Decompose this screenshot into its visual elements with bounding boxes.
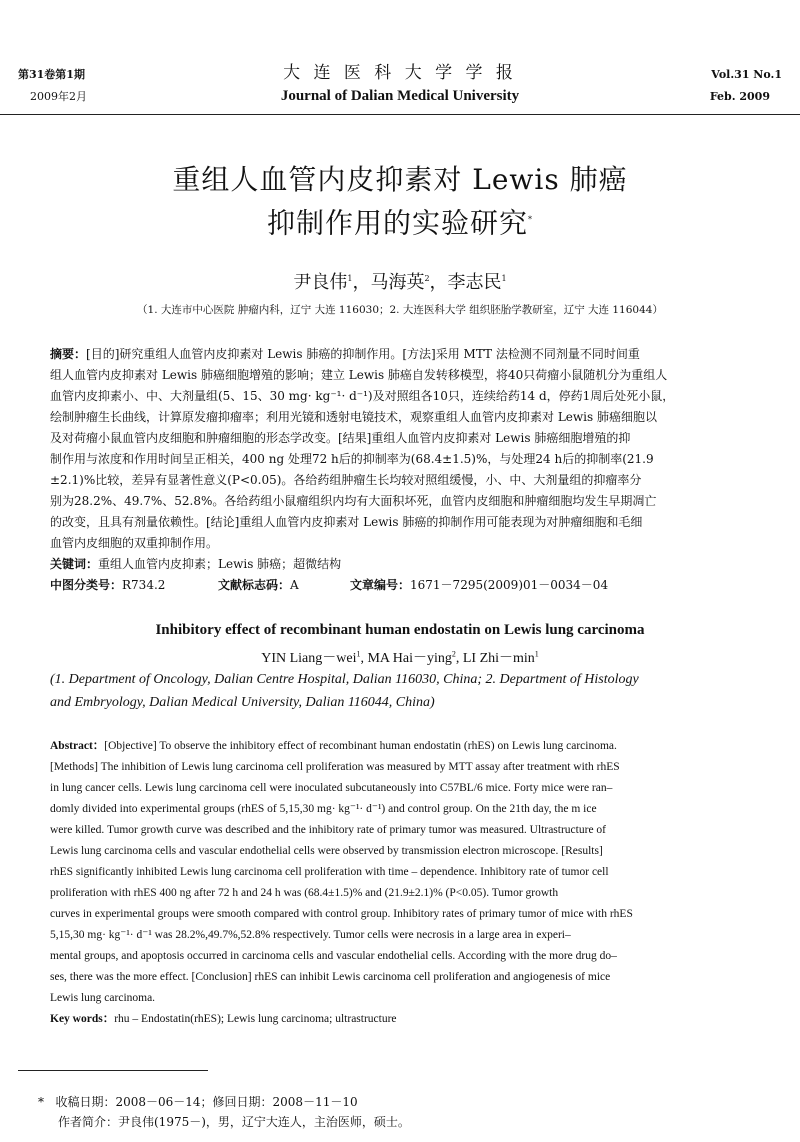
abstract-en-line: domly divided into experimental groups (rhES of 5,15,30 mg· kg⁻¹· d⁻¹) and control group. On the 21th day, the m ice (50, 803, 597, 815)
author-en: YIN Liang－wei (261, 651, 357, 666)
keywords-en-label: Key words： (50, 1013, 115, 1025)
footnote-mark: * (38, 1095, 44, 1109)
abstract-en-line: were killed. Tumor growth curve was described and the inhibitory rate of primary tumor was measured. Ultrastructure of (50, 824, 606, 836)
author-en: LI Zhi－min (462, 651, 535, 666)
title-footnote-mark: * (528, 215, 533, 224)
keywords-en: rhu – Endostatin(rhES); Lewis lung carcinoma; ultrastructure (114, 1013, 397, 1025)
footnote (38, 1092, 410, 1132)
abstract-zh-line: 及对荷瘤小鼠血管内皮细胞和肿瘤细胞的形态学改变。[结果]重组人血管内皮抑素对 Lewis 肺癌细胞增殖的抑 (50, 431, 631, 445)
title-zh-line1: 重组人血管内皮抑素对 Lewis 肺癌 (172, 163, 628, 196)
date-en: Feb. 2009 (709, 90, 770, 103)
date-zh: 2009年2月 (30, 90, 87, 103)
footnote-author-bio: 作者简介：尹良伟(1975－)，男，辽宁大连人，主治医师，硕士。 (58, 1115, 410, 1129)
title-en: Inhibitory effect of recombinant human endostatin on Lewis lung carcinoma (155, 622, 645, 638)
abstract-en-line: mental groups, and apoptosis occurred in carcinoma cells and vascular endothelial cells. According with the more drug do– (50, 950, 617, 962)
abstract-zh-line: ±2.1)%比较，差异有显著性意义(P<0.05)。各给药组肿瘤生长均较对照组缓慢，小、中、大剂量组的抑瘤率分 (50, 473, 642, 487)
abstract-zh-line: [目的]研究重组人血管内皮抑素对 Lewis 肺癌的抑制作用。[方法]采用 MTT 法检测不同剂量不同时间重 (86, 347, 640, 361)
volume-issue-en: Vol.31 No.1 (711, 68, 782, 81)
affiliation-en (50, 668, 760, 714)
footnote-received: 收稿日期：2008－06－14；修回日期：2008－11－10 (55, 1095, 358, 1109)
clc-number: R734.2 (122, 578, 166, 592)
clc-label: 中图分类号： (50, 578, 123, 592)
title-zh-line2 (0, 200, 800, 243)
abstract-en-line: rhES significantly inhibited Lewis lung carcinoma cell proliferation with time – dependence. Inhibitory rate of tumor cell (50, 866, 609, 878)
keywords-zh-label: 关键词： (50, 557, 99, 571)
author-en: MA Hai－ying (367, 651, 452, 666)
journal-name-en: Journal of Dalian Medical University (280, 88, 520, 104)
affiliation-en-line: (1. Department of Oncology, Dalian Centre Hospital, Dalian 116030, China; 2. Department of Histology (50, 672, 639, 687)
title-zh-line2-text: 抑制作用的实验研究 (266, 206, 528, 240)
abstract-en-line: curves in experimental groups were smooth compared with control group. Inhibitory rates of primary tumor of mice with rhES (50, 908, 633, 920)
doc-code: A (290, 578, 299, 592)
affiliation-en-line: and Embryology, Dalian Medical University, Dalian 116044, China) (50, 695, 435, 710)
abstract-en-line: [Objective] To observe the inhibitory effect of recombinant human endostatin (rhES) on Lewis lung carcinoma. (104, 740, 617, 752)
abstract-en-line: 5,15,30 mg· kg⁻¹· d⁻¹ was 28.2%,49.7%,52.8% respectively. Tumor cells were necrosis in a large area in experi– (50, 929, 571, 941)
journal-name-zh: 大 连 医 科 大 学 学 报 (283, 63, 517, 83)
meta-zh (50, 575, 755, 596)
abstract-en-label: Abstract： (50, 740, 105, 752)
abstract-zh-line: 别为28.2%、49.7%、52.8%。各给药组小鼠瘤组织内均有大面积坏死，血管内皮细胞和肿瘤细胞均发生早期凋亡 (50, 494, 657, 508)
author-aff: 2 (451, 649, 456, 659)
abstract-en-line: Lewis lung carcinoma cells and vascular endothelial cells were observed by transmission electron microscope. [Results] (50, 845, 603, 857)
author-zh: 马海英 (370, 272, 425, 293)
abstract-en (50, 736, 755, 1030)
abstract-zh-label: 摘要： (50, 347, 87, 361)
abstract-zh-line: 绘制肿瘤生长曲线，计算原发瘤抑瘤率；利用光镜和透射电镜技术，观察重组人血管内皮抑素对 Lewis 肺癌细胞以 (50, 410, 657, 424)
abstract-en-line: ses, there was the more effect. [Conclusion] rhES can inhibit Lewis carcinoma cell proliferation and angiogenesis of mice (50, 971, 611, 983)
abstract-en-line: in lung cancer cells. Lewis lung carcinoma cell were inoculated subcutaneously into C57BL/6 mice. Forty mice were ran– (50, 782, 613, 794)
affiliation-zh: （1. 大连市中心医院 肿瘤内科，辽宁 大连 116030；2. 大连医科大学 组织胚胎学教研室，辽宁 大连 116044） (137, 304, 663, 316)
abstract-zh-line: 制作用与浓度和作用时间呈正相关，400 ng 处理72 h后的抑制率为(68.4±1.5)%，与处理24 h后的抑制率(21.9 (50, 452, 654, 466)
abstract-zh (50, 344, 755, 596)
author-aff: 1 (347, 274, 353, 283)
article-number-label: 文章编号： (350, 578, 411, 592)
doc-code-label: 文献标志码： (218, 578, 291, 592)
author-aff: 1 (534, 649, 539, 659)
header-rule (0, 114, 800, 115)
abstract-zh-line: 血管内皮细胞的双重抑制作用。 (50, 536, 219, 550)
author-zh: 尹良伟 (293, 272, 348, 293)
authors-en: YIN Liang－wei$^1$, MA Hai－ying$^2$, LI $Zhi-\min^1$ (261, 649, 539, 666)
author-aff: 1 (501, 274, 507, 283)
abstract-zh-line: 组人血管内皮抑素对 Lewis 肺癌细胞增殖的影响；建立 Lewis 肺癌自发转移模型，将40只荷瘤小鼠随机分为重组人 (50, 368, 668, 382)
authors-zh: 尹良伟$^1$，马海英$^2$，李志民$^1$ (293, 272, 507, 293)
volume-issue-zh: 第31卷第1期 (18, 68, 85, 81)
abstract-zh-line: 血管内皮抑素小、中、大剂量组(5、15、30 mg· kg⁻¹· d⁻¹)及对照组各10只，连续给药14 d，停药1周后处死小鼠， (50, 389, 675, 403)
author-aff: 2 (424, 274, 430, 283)
footnote-rule (18, 1070, 208, 1071)
author-zh: 李志民 (447, 272, 502, 293)
abstract-en-line: proliferation with rhES 400 ng after 72 h and 24 h was (68.4±1.5)% and (21.9±2.1)% (P<0.05). Tumor growth (50, 887, 559, 899)
article-number: 1671－7295(2009)01－0034－04 (410, 578, 609, 592)
keywords-zh: 重组人血管内皮抑素；Lewis 肺癌；超微结构 (98, 557, 342, 571)
abstract-en-line: Lewis lung carcinoma. (50, 992, 156, 1004)
abstract-en-line: [Methods] The inhibition of Lewis lung carcinoma cell proliferation was measured by MTT assay after treatment with rhES (50, 761, 620, 773)
abstract-zh-line: 的改变，且具有剂量依赖性。[结论]重组人血管内皮抑素对 Lewis 肺癌的抑制作用可能表现为对肿瘤细胞和毛细 (50, 515, 643, 529)
author-aff: 1 (356, 649, 361, 659)
